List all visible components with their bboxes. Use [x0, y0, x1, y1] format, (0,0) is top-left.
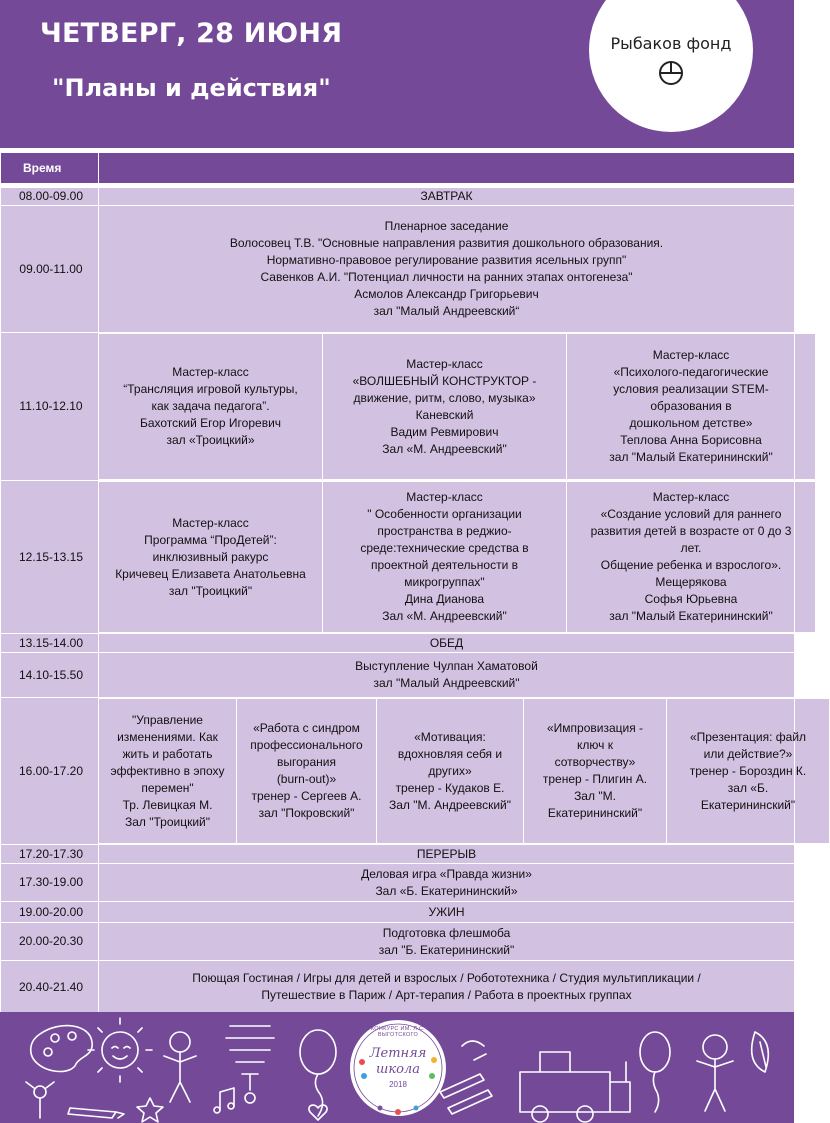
event-text-line: Мастер-класс: [406, 356, 483, 371]
event-text-line: Зал «Б. Екатерининский»: [375, 883, 518, 898]
event-text-line: «Импровизация -: [546, 721, 644, 735]
event-text-line: перемен": [141, 780, 194, 795]
event-text-line: зал "Троицкий": [168, 583, 253, 598]
table-header-row: [1, 153, 795, 184]
event-text-line: изменениями. Как: [117, 729, 218, 744]
event-text-line: Кричевец Елизавета Анатольевна: [115, 566, 306, 581]
event-text-line: проектной деятельности в: [370, 558, 518, 572]
event-text-line: лет.: [680, 541, 702, 555]
event-text-line: Поющая Гостиная / Игры для детей и взрослых / Робототехника / Студия мультипликации /: [192, 971, 701, 985]
schedule-table: [0, 152, 807, 1014]
event-text-line: Тр. Левицкая М.: [122, 797, 213, 812]
session-cell: [323, 334, 567, 480]
badge-arc-text: КОНКУРС ИМ. Л.С. ВЫГОТСКОГО: [370, 1026, 426, 1038]
event-text-line: ключ к: [577, 738, 613, 752]
event-text-line: Подготовка флешмоба: [382, 925, 511, 940]
schedule-row: [1, 845, 795, 864]
theme-title: "Планы и действия": [52, 74, 331, 102]
time-column-header: Время: [1, 153, 99, 184]
event-text-line: Мастер-класс: [406, 490, 483, 504]
event-cell: [99, 481, 795, 634]
event-text-line: зал "Малый Андреевский“: [373, 304, 520, 318]
event-text-line: среде:технические средства в: [360, 541, 529, 555]
time-slot: 13.15-14.00: [1, 634, 99, 653]
schedule-row: [1, 333, 795, 481]
event-text-line: условия реализации STEM-: [613, 382, 769, 396]
schedule-row: [1, 653, 795, 698]
event-cell: [99, 864, 795, 902]
schedule-row: [1, 864, 795, 902]
event-text-line: других»: [428, 763, 472, 778]
event-text-line: Деловая игра «Правда жизни»: [361, 866, 532, 881]
event-text-line: УЖИН: [428, 904, 465, 919]
event-cell: [99, 188, 795, 206]
event-text-line: «Мотивация:: [414, 729, 486, 744]
event-text-line: Мастер-класс: [652, 490, 730, 504]
event-text-line: «Создание условий для раннего: [600, 507, 782, 521]
event-text-line: зал "Малый Екатерининский": [609, 609, 773, 623]
event-text-line: Нормативно-правовое регулирование развития ясельных групп": [266, 253, 627, 267]
event-text-line: инклюзивный ракурс: [152, 549, 269, 564]
event-text-line: образования в: [650, 399, 732, 413]
time-slot: 12.15-13.15: [1, 481, 99, 634]
event-text-line: развития детей в возрасте от 0 до 3: [590, 524, 792, 538]
badge-title-1: Летняя: [369, 1046, 427, 1061]
event-text-line: вдохновляя себя и: [397, 746, 503, 761]
event-text-line: эффективно в эпоху: [110, 763, 225, 778]
event-text-line: " Особенности организации: [367, 507, 522, 521]
event-cell: [99, 634, 795, 653]
event-text-line: Мастер-класс: [652, 348, 730, 362]
footer-illustration: [0, 1012, 794, 1123]
schedule-row: [1, 206, 795, 333]
parallel-sessions: [99, 698, 830, 844]
event-text-line: профессионального: [250, 738, 363, 752]
event-column-header: [99, 153, 795, 184]
time-slot: 19.00-20.00: [1, 902, 99, 923]
session-cell: [323, 482, 567, 633]
event-text-line: сотворчеству»: [554, 755, 636, 769]
session-cell: [567, 482, 816, 633]
event-text-line: как задача педагога”.: [151, 399, 270, 413]
event-text-line: Выступление Чулпан Хаматовой: [355, 659, 538, 673]
event-cell: [99, 902, 795, 923]
time-slot: 20.00-20.30: [1, 923, 99, 961]
event-text-line: или действие?»: [703, 746, 793, 761]
event-text-line: зал "Покровский": [258, 806, 355, 820]
session-cell: [377, 699, 524, 844]
event-text-line: выгорания: [277, 755, 336, 769]
time-slot: 17.20-17.30: [1, 845, 99, 864]
event-text-line: Пленарное заседание: [384, 219, 509, 233]
event-text-line: (burn-out)»: [276, 772, 337, 786]
time-slot: 20.40-21.40: [1, 961, 99, 1014]
event-text-line: Савенков А.И. "Потенциал личности на ранних этапах онтогенеза": [260, 270, 633, 284]
event-text-line: зал «Б.: [727, 780, 769, 795]
event-text-line: Вадим Ревмирович: [390, 424, 499, 439]
time-slot: 11.10-12.10: [1, 333, 99, 481]
event-text-line: тренер - Плигин А.: [542, 772, 648, 786]
schedule-row: [1, 961, 795, 1014]
parallel-sessions: [99, 333, 816, 480]
event-text-line: Софья Юрьевна: [644, 592, 738, 606]
logo-text: Рыбаков фонд: [610, 34, 732, 53]
event-cell: [99, 206, 795, 333]
event-text-line: зал «Троицкий»: [166, 433, 255, 447]
time-slot: 08.00-09.00: [1, 188, 99, 206]
event-text-line: зал "Малый Андреевский": [373, 676, 520, 690]
event-text-line: зал "Б. Екатерининский": [378, 942, 515, 957]
event-text-line: Путешествие в Париж / Арт-терапия / Работа в проектных группах: [261, 988, 632, 1002]
event-text-line: Асмолов Александр Григорьевич: [354, 287, 539, 301]
event-text-line: Волосовец Т.В. "Основные направления развития дошкольного образования.: [229, 236, 664, 250]
event-text-line: Зал "М.: [574, 789, 616, 803]
event-text-line: жить и работать: [122, 746, 213, 761]
schedule-row: [1, 698, 795, 845]
event-text-line: Зал "Троицкий": [124, 814, 210, 829]
schedule-row: [1, 188, 795, 206]
event-text-line: Зал «М. Андреевский": [382, 609, 507, 623]
session-cell: [237, 699, 377, 844]
time-slot: 14.10-15.50: [1, 653, 99, 698]
event-text-line: Мастер-класс: [172, 365, 249, 379]
event-text-line: пространства в реджио-: [377, 524, 512, 538]
time-slot: 17.30-19.00: [1, 864, 99, 902]
event-text-line: Дина Дианова: [404, 592, 485, 606]
event-text-line: зал "Малый Екатерининский": [609, 450, 773, 464]
event-cell: [99, 923, 795, 961]
event-text-line: Мещерякова: [655, 575, 727, 589]
event-text-line: микрогруппах": [404, 575, 485, 589]
event-cell: [99, 333, 795, 481]
event-cell: [99, 698, 807, 845]
event-text-line: Екатерининский": [700, 797, 796, 812]
session-cell: [99, 334, 323, 480]
event-text-line: "Управление: [132, 712, 203, 727]
event-cell: [99, 961, 795, 1014]
event-text-line: ЗАВТРАК: [420, 189, 473, 203]
event-text-line: «Работа с синдром: [253, 721, 360, 735]
schedule-row: [1, 634, 795, 653]
event-text-line: движение, ритм, слово, музыка»: [353, 390, 536, 405]
event-text-line: тренер - Кудаков Е.: [395, 780, 505, 795]
session-cell: [99, 699, 237, 844]
event-text-line: ОБЕД: [429, 635, 464, 650]
event-text-line: тренер - Сергеев А.: [251, 789, 362, 803]
session-cell: [99, 482, 323, 633]
schedule-row: [1, 481, 795, 634]
event-cell: [99, 845, 795, 864]
event-text-line: “Трансляция игровой культуры,: [123, 382, 298, 396]
event-text-line: тренер - Бороздин К.: [689, 763, 807, 778]
foundation-logo: [589, 0, 753, 132]
event-text-line: «Психолого-педагогические: [613, 365, 769, 379]
session-cell: [667, 699, 830, 844]
event-text-line: Зал "М. Андреевский": [389, 797, 511, 812]
time-slot: 09.00-11.00: [1, 206, 99, 333]
event-text-line: ПЕРЕРЫВ: [416, 846, 477, 861]
event-cell: [99, 653, 795, 698]
time-slot: 16.00-17.20: [1, 698, 99, 845]
event-text-line: Екатерининский": [547, 806, 643, 820]
schedule-row: [1, 902, 795, 923]
event-text-line: «Презентация: файл: [689, 729, 807, 744]
badge-title-2: школа: [376, 1062, 420, 1077]
event-text-line: Каневский: [415, 407, 474, 422]
session-cell: [567, 334, 816, 480]
parallel-sessions: [99, 481, 816, 633]
event-text-line: Общение ребенка и взрослого».: [600, 558, 782, 572]
event-text-line: дошкольном детстве»: [629, 416, 753, 430]
event-text-line: Зал «М. Андреевский": [382, 441, 507, 456]
event-text-line: Теплова Анна Борисовна: [620, 433, 762, 447]
schedule-row: [1, 923, 795, 961]
event-text-line: Программа “ПроДетей”:: [144, 532, 277, 547]
event-text-line: Бахотский Егор Игоревич: [139, 416, 282, 430]
badge-year: 2018: [389, 1080, 407, 1089]
event-text-line: Мастер-класс: [172, 515, 249, 530]
event-text-line: «ВОЛШЕБНЫЙ КОНСТРУКТОР -: [352, 373, 537, 388]
session-cell: [524, 699, 667, 844]
logo-mark-icon: [657, 60, 685, 86]
page-header: [0, 0, 794, 148]
day-title: ЧЕТВЕРГ, 28 ИЮНЯ: [40, 18, 343, 49]
